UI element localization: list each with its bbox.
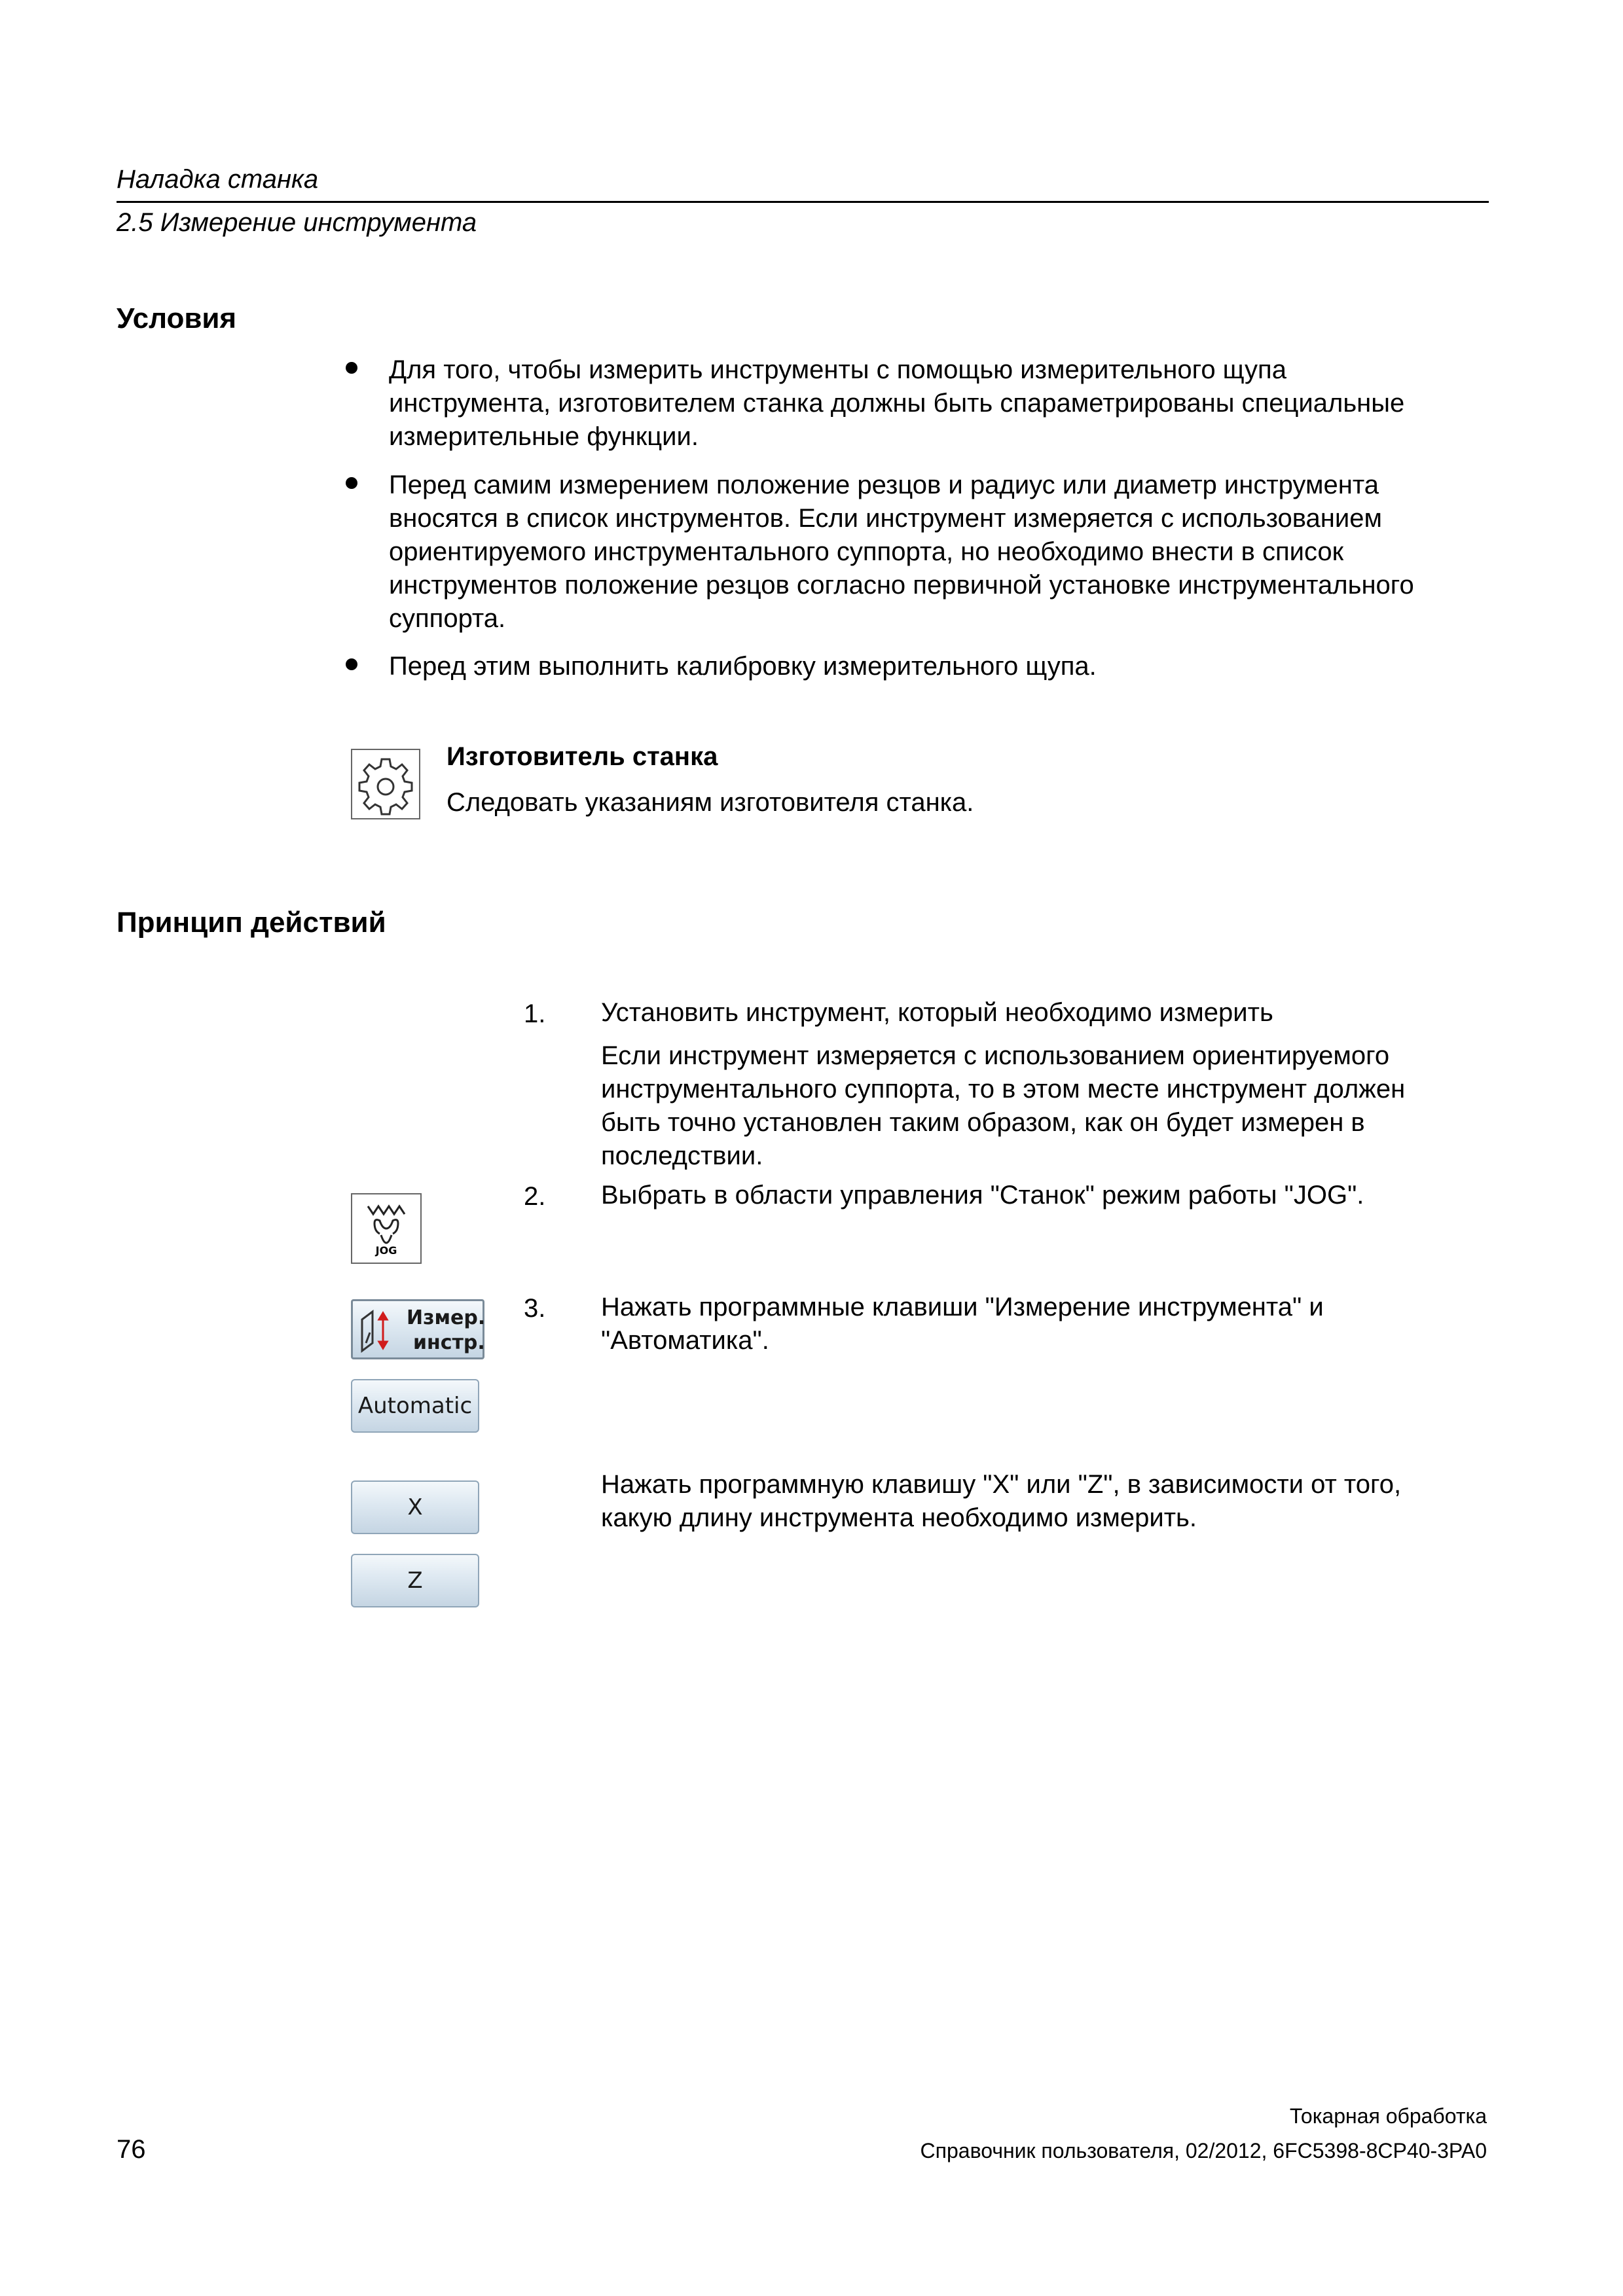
footer-reference: Справочник пользователя, 02/2012, 6FC5398-8CP40-3PA0 — [920, 2139, 1487, 2162]
list-item-line: ориентируемого инструментального суппорта, но необходимо внести в список — [389, 537, 1344, 566]
list-item-line: инструмента, изготовителем станка должны быть спараметрированы специальные — [389, 389, 1405, 418]
note-text: Следовать указаниям изготовителя станка. — [447, 788, 974, 817]
list-item-line: инструментов положение резцов согласно первичной установке инструментального — [389, 571, 1414, 600]
measure-tool-softkey[interactable] — [351, 1299, 484, 1359]
x-label: X — [407, 1494, 423, 1520]
measure-label-line1: Измер. — [407, 1306, 486, 1329]
list-item-line: Для того, чтобы измерить инструменты с помощью измерительного щупа — [389, 355, 1286, 384]
step-line: Нажать программные клавиши "Измерение инструмента" и — [601, 1293, 1324, 1321]
jog-icon — [352, 1194, 420, 1247]
step-number: 2. — [524, 1182, 546, 1211]
step-text — [601, 1179, 1364, 1212]
section-title: 2.5 Измерение инструмента — [117, 208, 477, 237]
list-item-line: Перед этим выполнить калибровку измерительного щупа. — [389, 652, 1097, 681]
procedure-heading: Принцип действий — [117, 906, 386, 939]
list-item-line: суппорта. — [389, 604, 506, 633]
step-line: какую длину инструмента необходимо измерить. — [601, 1503, 1197, 1532]
x-softkey[interactable] — [351, 1480, 479, 1534]
step-line: Нажать программную клавишу "X" или "Z", в зависимости от того, — [601, 1470, 1402, 1499]
step-line: Выбрать в области управления "Станок" режим работы "JOG". — [601, 1181, 1364, 1210]
step-line: быть точно установлен таким образом, как он будет измерен в — [601, 1108, 1365, 1137]
step-number: 1. — [524, 999, 546, 1028]
step-text — [601, 1468, 1401, 1535]
automatic-softkey[interactable] — [351, 1379, 479, 1433]
list-item — [389, 469, 1414, 636]
step-line: "Автоматика". — [601, 1326, 769, 1355]
step-detail — [601, 1039, 1405, 1173]
jog-key[interactable] — [351, 1193, 422, 1264]
bullet-dot — [346, 658, 357, 670]
step-text — [601, 996, 1273, 1030]
z-softkey[interactable] — [351, 1554, 479, 1607]
step-line: последствии. — [601, 1141, 763, 1170]
page-number: 76 — [117, 2135, 146, 2164]
chapter-title: Наладка станка — [117, 165, 319, 194]
measure-tool-icon — [358, 1306, 395, 1354]
measure-label-line2: инстр. — [413, 1331, 485, 1354]
step-line: Установить инструмент, который необходимо измерить — [601, 998, 1273, 1027]
note-title: Изготовитель станка — [447, 742, 718, 771]
header-rule — [117, 201, 1489, 203]
step-line: Если инструмент измеряется с использованием ориентируемого — [601, 1041, 1390, 1070]
list-item-line: вносятся в список инструментов. Если инструмент измеряется с использованием — [389, 504, 1382, 533]
list-item — [389, 650, 1097, 683]
step-text — [601, 1291, 1324, 1357]
step-line: инструментального суппорта, то в этом месте инструмент должен — [601, 1075, 1406, 1103]
z-label: Z — [407, 1568, 423, 1594]
step-number: 3. — [524, 1294, 546, 1323]
automatic-label: Automatic — [357, 1393, 473, 1419]
bullet-dot — [346, 477, 357, 489]
bullet-dot — [346, 362, 357, 374]
jog-label: JOG — [375, 1244, 397, 1257]
gear-icon — [351, 749, 420, 819]
footer-book-title: Токарная обработка — [1289, 2104, 1487, 2128]
list-item-line: Перед самим измерением положение резцов и радиус или диаметр инструмента — [389, 471, 1379, 499]
list-item — [389, 353, 1404, 454]
list-item-line: измерительные функции. — [389, 422, 699, 451]
conditions-heading: Условия — [117, 302, 237, 334]
